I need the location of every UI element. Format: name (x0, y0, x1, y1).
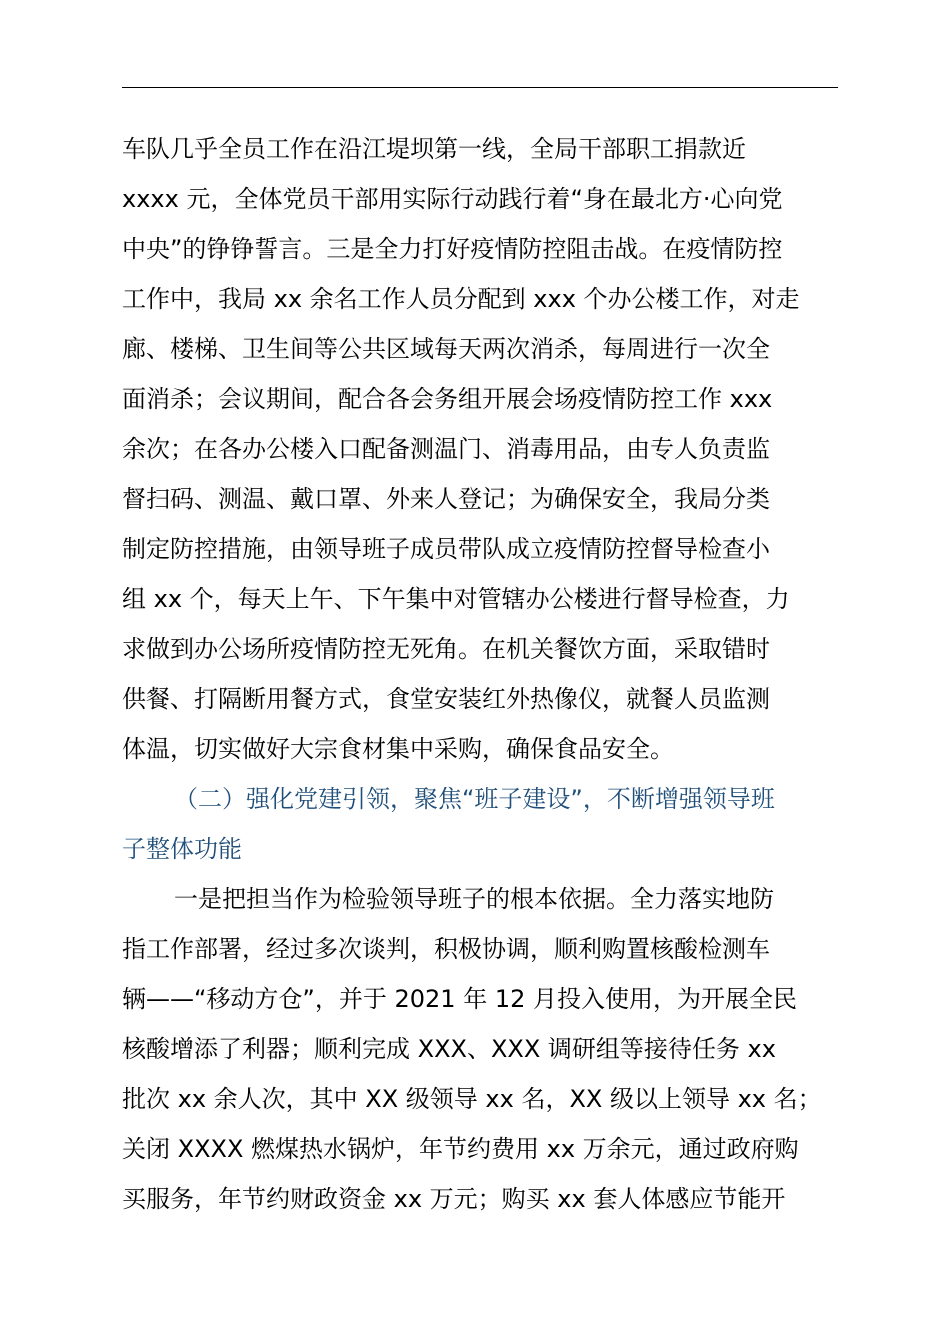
text-line: 制定防控措施，由领导班子成员带队成立疫情防控督导检查小 (122, 535, 770, 563)
text-line: 一是把担当作为检验领导班子的根本依据。全力落实地防 (174, 885, 774, 913)
text-line: 关闭 XXXX 燃煤热水锅炉，年节约费用 xx 万余元，通过政府购 (122, 1135, 799, 1163)
text-line: 面消杀；会议期间，配合各会务组开展会场疫情防控工作 xxx (122, 385, 773, 413)
section-heading-continued: 子整体功能 (122, 835, 242, 863)
text-line: 余次；在各办公楼入口配备测温门、消毒用品，由专人负责监 (122, 435, 770, 463)
text-line: 求做到办公场所疫情防控无死角。在机关餐饮方面，采取错时 (122, 635, 770, 663)
text-line: 辆——“移动方仓”，并于 2021 年 12 月投入使用，为开展全民 (122, 985, 797, 1013)
text-line: 买服务，年节约财政资金 xx 万元；购买 xx 套人体感应节能开 (122, 1185, 786, 1213)
header-rule (122, 87, 838, 88)
document-body (122, 124, 882, 1224)
text-line: 指工作部署，经过多次谈判，积极协调，顺利购置核酸检测车 (122, 935, 770, 963)
text-line: 督扫码、测温、戴口罩、外来人登记；为确保安全，我局分类 (122, 485, 770, 513)
text-line: 组 xx 个，每天上午、下午集中对管辖办公楼进行督导检查，力 (122, 585, 790, 613)
text-line: 体温，切实做好大宗食材集中采购，确保食品安全。 (122, 735, 674, 763)
text-line: 廊、楼梯、卫生间等公共区域每天两次消杀，每周进行一次全 (122, 335, 770, 363)
section-heading: （二）强化党建引领，聚焦“班子建设”，不断增强领导班 (174, 785, 775, 813)
text-line: 工作中，我局 xx 余名工作人员分配到 xxx 个办公楼工作，对走 (122, 285, 800, 313)
text-line: 核酸增添了利器；顺利完成 XXX、XXX 调研组等接待任务 xx (122, 1035, 776, 1063)
text-line: 车队几乎全员工作在沿江堤坝第一线，全局干部职工捐款近 (122, 135, 746, 163)
text-line: xxxx 元，全体党员干部用实际行动践行着“身在最北方·心向党 (122, 185, 783, 213)
text-line: 中央”的铮铮誓言。三是全力打好疫情防控阻击战。在疫情防控 (122, 235, 783, 263)
text-line: 批次 xx 余人次，其中 XX 级领导 xx 名，XX 级以上领导 xx 名； (122, 1085, 822, 1113)
text-line: 供餐、打隔断用餐方式，食堂安装红外热像仪，就餐人员监测 (122, 685, 770, 713)
